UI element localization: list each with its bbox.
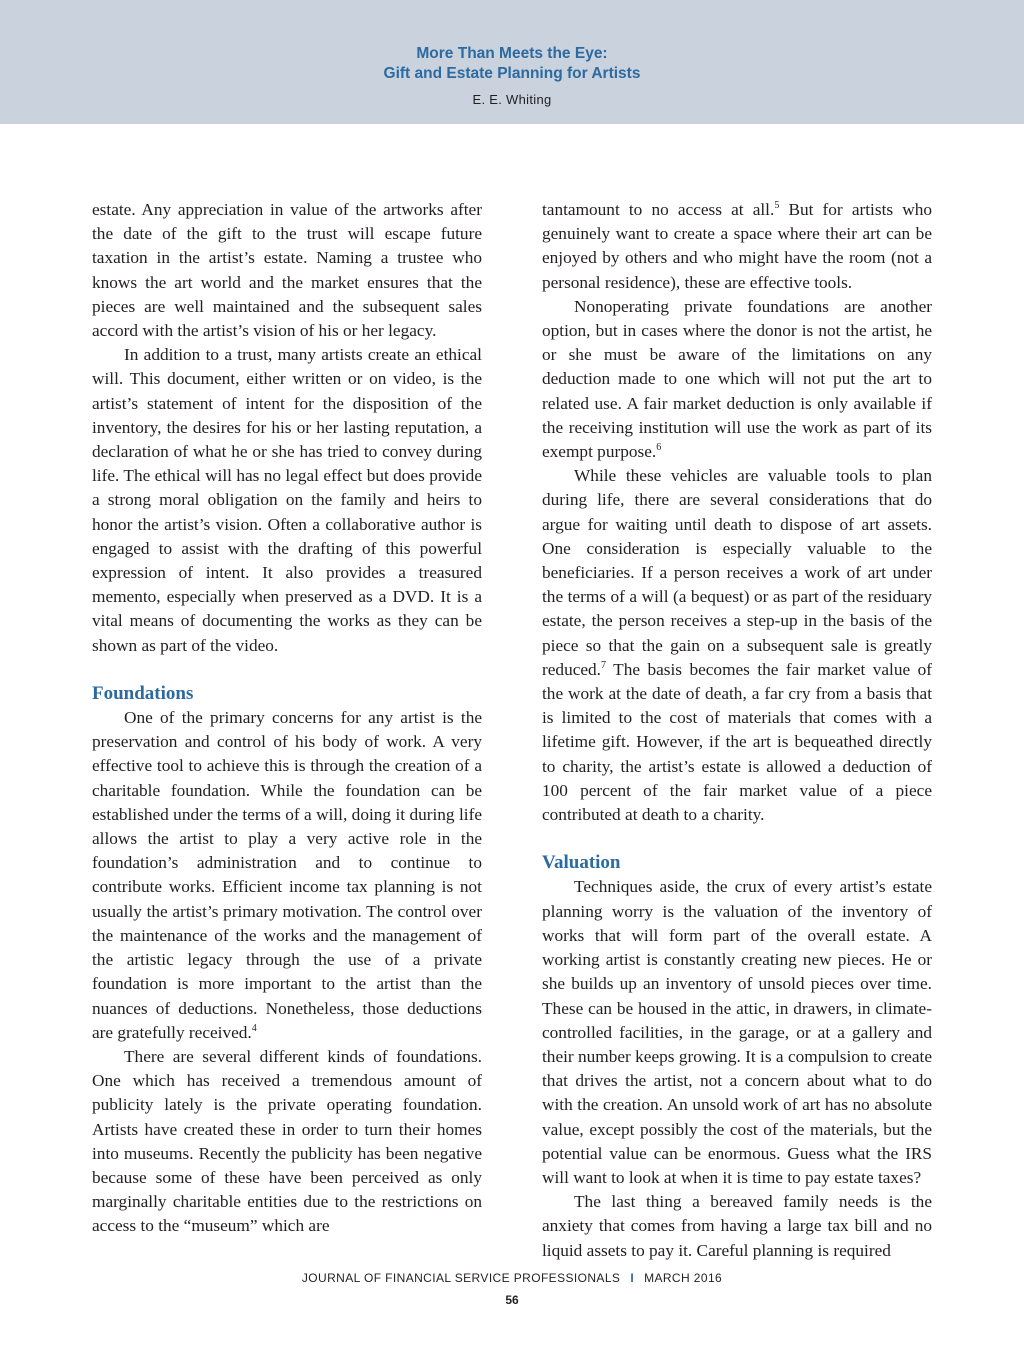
footer-separator: I <box>630 1271 635 1285</box>
journal-name: JOURNAL OF FINANCIAL SERVICE PROFESSIONALS <box>301 1271 621 1285</box>
section-heading-valuation: Valuation <box>542 852 621 874</box>
page-number: 56 <box>505 1293 519 1307</box>
section-heading-foundations: Foundations <box>92 682 194 704</box>
left-column <box>92 198 482 1239</box>
issue-date: MARCH 2016 <box>644 1271 723 1285</box>
paragraph: There are several different kinds of foundations. One which has received a tremendous amount of publicity lately is the private operating foundation. Artists have created these in order to turn their homes into museums. Recently the publicity has been negative because some of these have been perceived as only marginally charitable entities due to the restrictions on access to the “museum” which are <box>92 1046 482 1236</box>
paragraph <box>542 464 932 827</box>
paragraph: In addition to a trust, many artists create an ethical will. This document, either written or on video, is the artist’s statement of intent for the disposition of the inventory, the desires for his or her lasting reputation, a declaration of what he or she has tried to convey during life. The ethical will has no legal effect but does provide a strong moral obligation on the family and heirs to honor the artist’s vision. Often a collaborative author is engaged to assist with the drafting of this powerful expression of intent. It also provides a treasured memento, especially when preserved as a DVD. It is a vital means of documenting the works as they can be shown as part of the video. <box>92 345 482 655</box>
paragraph-text: While these vehicles are valuable tools to plan during life, there are several considerations that do argue for waiting until death to dispose of art assets. One consideration is especially valuable to the beneficiaries. If a person receives a work of art under the terms of a will (a bequest) or as part of the residuary estate, the person receives a step-up in the basis of the piece so that the gain on a subsequent sale is greatly reduced. <box>542 466 932 679</box>
paragraph: Techniques aside, the crux of every artist’s estate planning worry is the valuation of the inventory of works that will form part of the overall estate. A working artist is constantly creating new pieces. He or she builds up an inventory of unsold pieces over time. These can be housed in the attic, in drawers, in climate-controlled facilities, in the garage, or at a gallery and their number keeps growing. It is a compulsion to create that drives the artist, not a concern about what to do with the creation. An unsold work of art has no absolute value, except possibly the cost of the materials, but the potential value can be enormous. Guess what the IRS will want to look at when it is time to pay estate taxes? <box>542 877 932 1187</box>
paragraph-text: tantamount to no access at all. <box>542 200 775 219</box>
paragraph-text: But for artists who genuinely want to create a space where their art can be enjoyed by others and who might have the room (not a personal residence), these are effective tools. <box>542 200 932 292</box>
paragraph <box>92 706 482 1045</box>
header-band <box>0 0 1024 124</box>
article-title-line1: More Than Meets the Eye: <box>416 45 608 62</box>
paragraph <box>542 295 932 464</box>
article-title-line2: Gift and Estate Planning for Artists <box>383 65 641 82</box>
paragraph-text: One of the primary concerns for any artist is the preservation and control of his body of work. A very effective tool to achieve this is through the creation of a charitable foundation. While the foundation can be established under the terms of a will, doing it during life allows the artist to play a very active role in the foundation’s administration and to continue to contribute works. Efficient income tax planning is not usually the artist’s primary motivation. The control over the maintenance of the works and the management of the artistic legacy through the use of a private foundation is more important to the artist than the nuances of deductions. Nonetheless, those deductions are gratefully received. <box>92 708 482 1042</box>
article-author: E. E. Whiting <box>472 92 552 107</box>
footnote-ref: 7 <box>601 660 607 672</box>
footnote-ref: 6 <box>656 442 662 454</box>
running-footer <box>0 1271 1024 1285</box>
footnote-ref: 5 <box>774 200 780 212</box>
paragraph-text: The basis becomes the fair market value of the work at the date of death, a far cry from a basis that is limited to the cost of materials that comes with a lifetime gift. However, if the art is bequeathed directly to charity, the artist’s estate is allowed a deduction of 100 percent of the fair market value of a piece contributed at death to a charity. <box>542 659 932 825</box>
article-title <box>0 44 1024 84</box>
right-column <box>542 198 932 1263</box>
paragraph: The last thing a bereaved family needs is the anxiety that comes from having a large tax bill and no liquid assets to pay it. Careful planning is required <box>542 1192 932 1260</box>
paragraph: estate. Any appreciation in value of the artworks after the date of the gift to the trust will escape future taxation in the artist’s estate. Naming a trustee who knows the art world and the market ensures that the pieces are well maintained and the subsequent sales accord with the artist’s vision of his or her legacy. <box>92 200 482 341</box>
paragraph-text: Nonoperating private foundations are another option, but in cases where the donor is not the artist, he or she must be aware of the limitations on any deduction made to one which will not put the art to related use. A fair market deduction is only available if the receiving institution will use the work as part of its exempt purpose. <box>542 296 932 462</box>
paragraph <box>542 198 932 295</box>
footnote-ref: 4 <box>251 1022 257 1034</box>
